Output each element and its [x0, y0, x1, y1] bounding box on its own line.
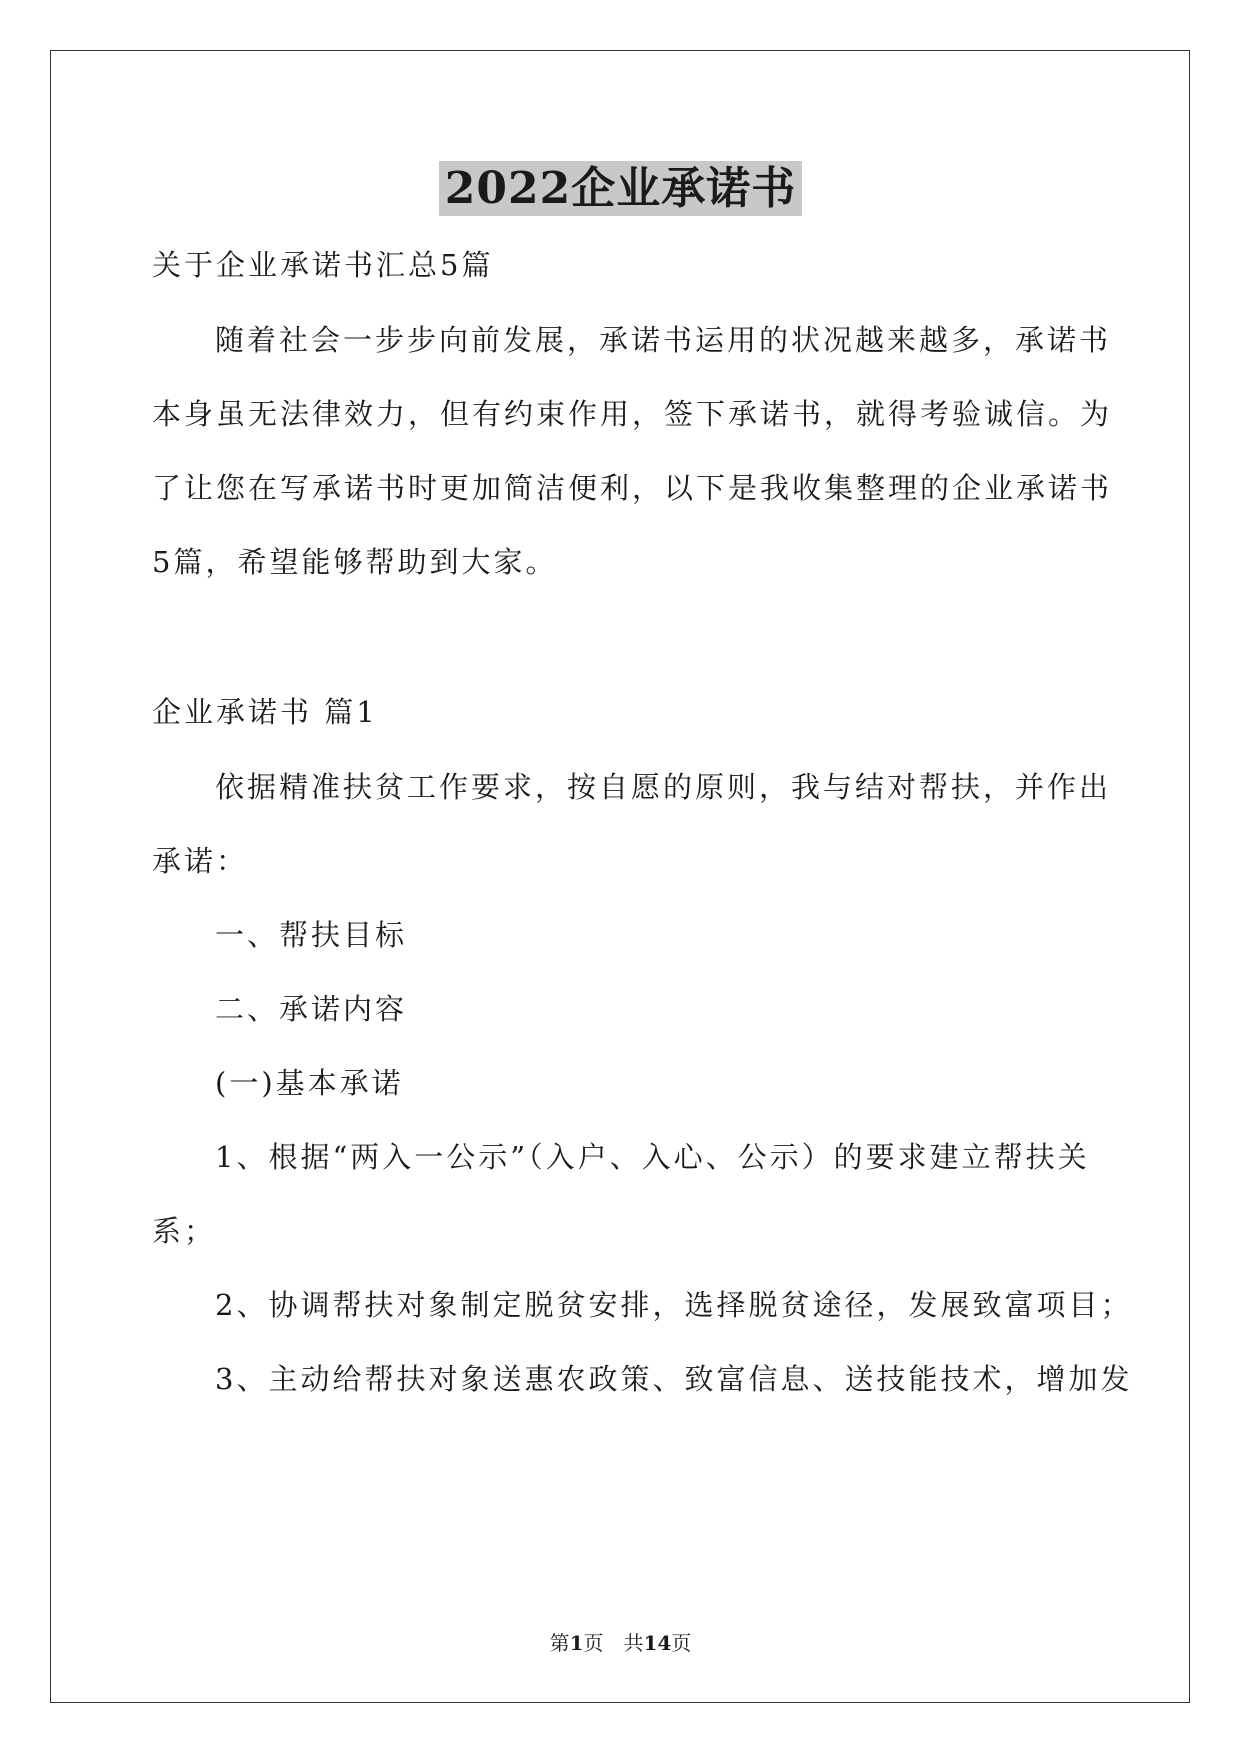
footer-prefix: 第: [549, 1631, 570, 1655]
footer-page-number: 1: [569, 1631, 584, 1655]
body-line: 系；: [152, 1214, 217, 1248]
body-line: 1、根据“两入一公示”（入户、入心、公示）的要求建立帮扶关: [215, 1140, 1090, 1174]
section-heading: 企业承诺书 篇1: [152, 695, 378, 729]
body-line: 本身虽无法律效力，但有约束作用，签下承诺书，就得考验诚信。为: [152, 397, 1113, 431]
subtitle-line: 关于企业承诺书汇总5篇: [152, 248, 494, 282]
page-footer: [0, 1627, 1241, 1656]
footer-middle: 页 共: [583, 1631, 644, 1655]
footer-suffix: 页: [671, 1631, 692, 1655]
body-line: (一)基本承诺: [215, 1066, 404, 1100]
body-line: 5篇，希望能够帮助到大家。: [152, 545, 558, 579]
body-line: 2、协调帮扶对象制定脱贫安排，选择脱贫途径，发展致富项目；: [215, 1288, 1133, 1322]
body-line: 了让您在写承诺书时更加简洁便利，以下是我收集整理的企业承诺书: [152, 471, 1113, 505]
body-line: 3、主动给帮扶对象送惠农政策、致富信息、送技能技术，增加发: [215, 1362, 1133, 1396]
body-line: 依据精准扶贫工作要求，按自愿的原则，我与结对帮扶，并作出: [215, 770, 1112, 804]
footer-total-pages: 14: [643, 1631, 672, 1655]
body-line: 一、帮扶目标: [215, 918, 408, 952]
body-line: 承诺：: [152, 844, 249, 878]
document-title-wrap: [0, 152, 1241, 216]
body-line: 二、承诺内容: [215, 992, 408, 1026]
document-title: 2022企业承诺书: [439, 161, 802, 216]
body-line: 随着社会一步步向前发展，承诺书运用的状况越来越多，承诺书: [215, 323, 1112, 357]
